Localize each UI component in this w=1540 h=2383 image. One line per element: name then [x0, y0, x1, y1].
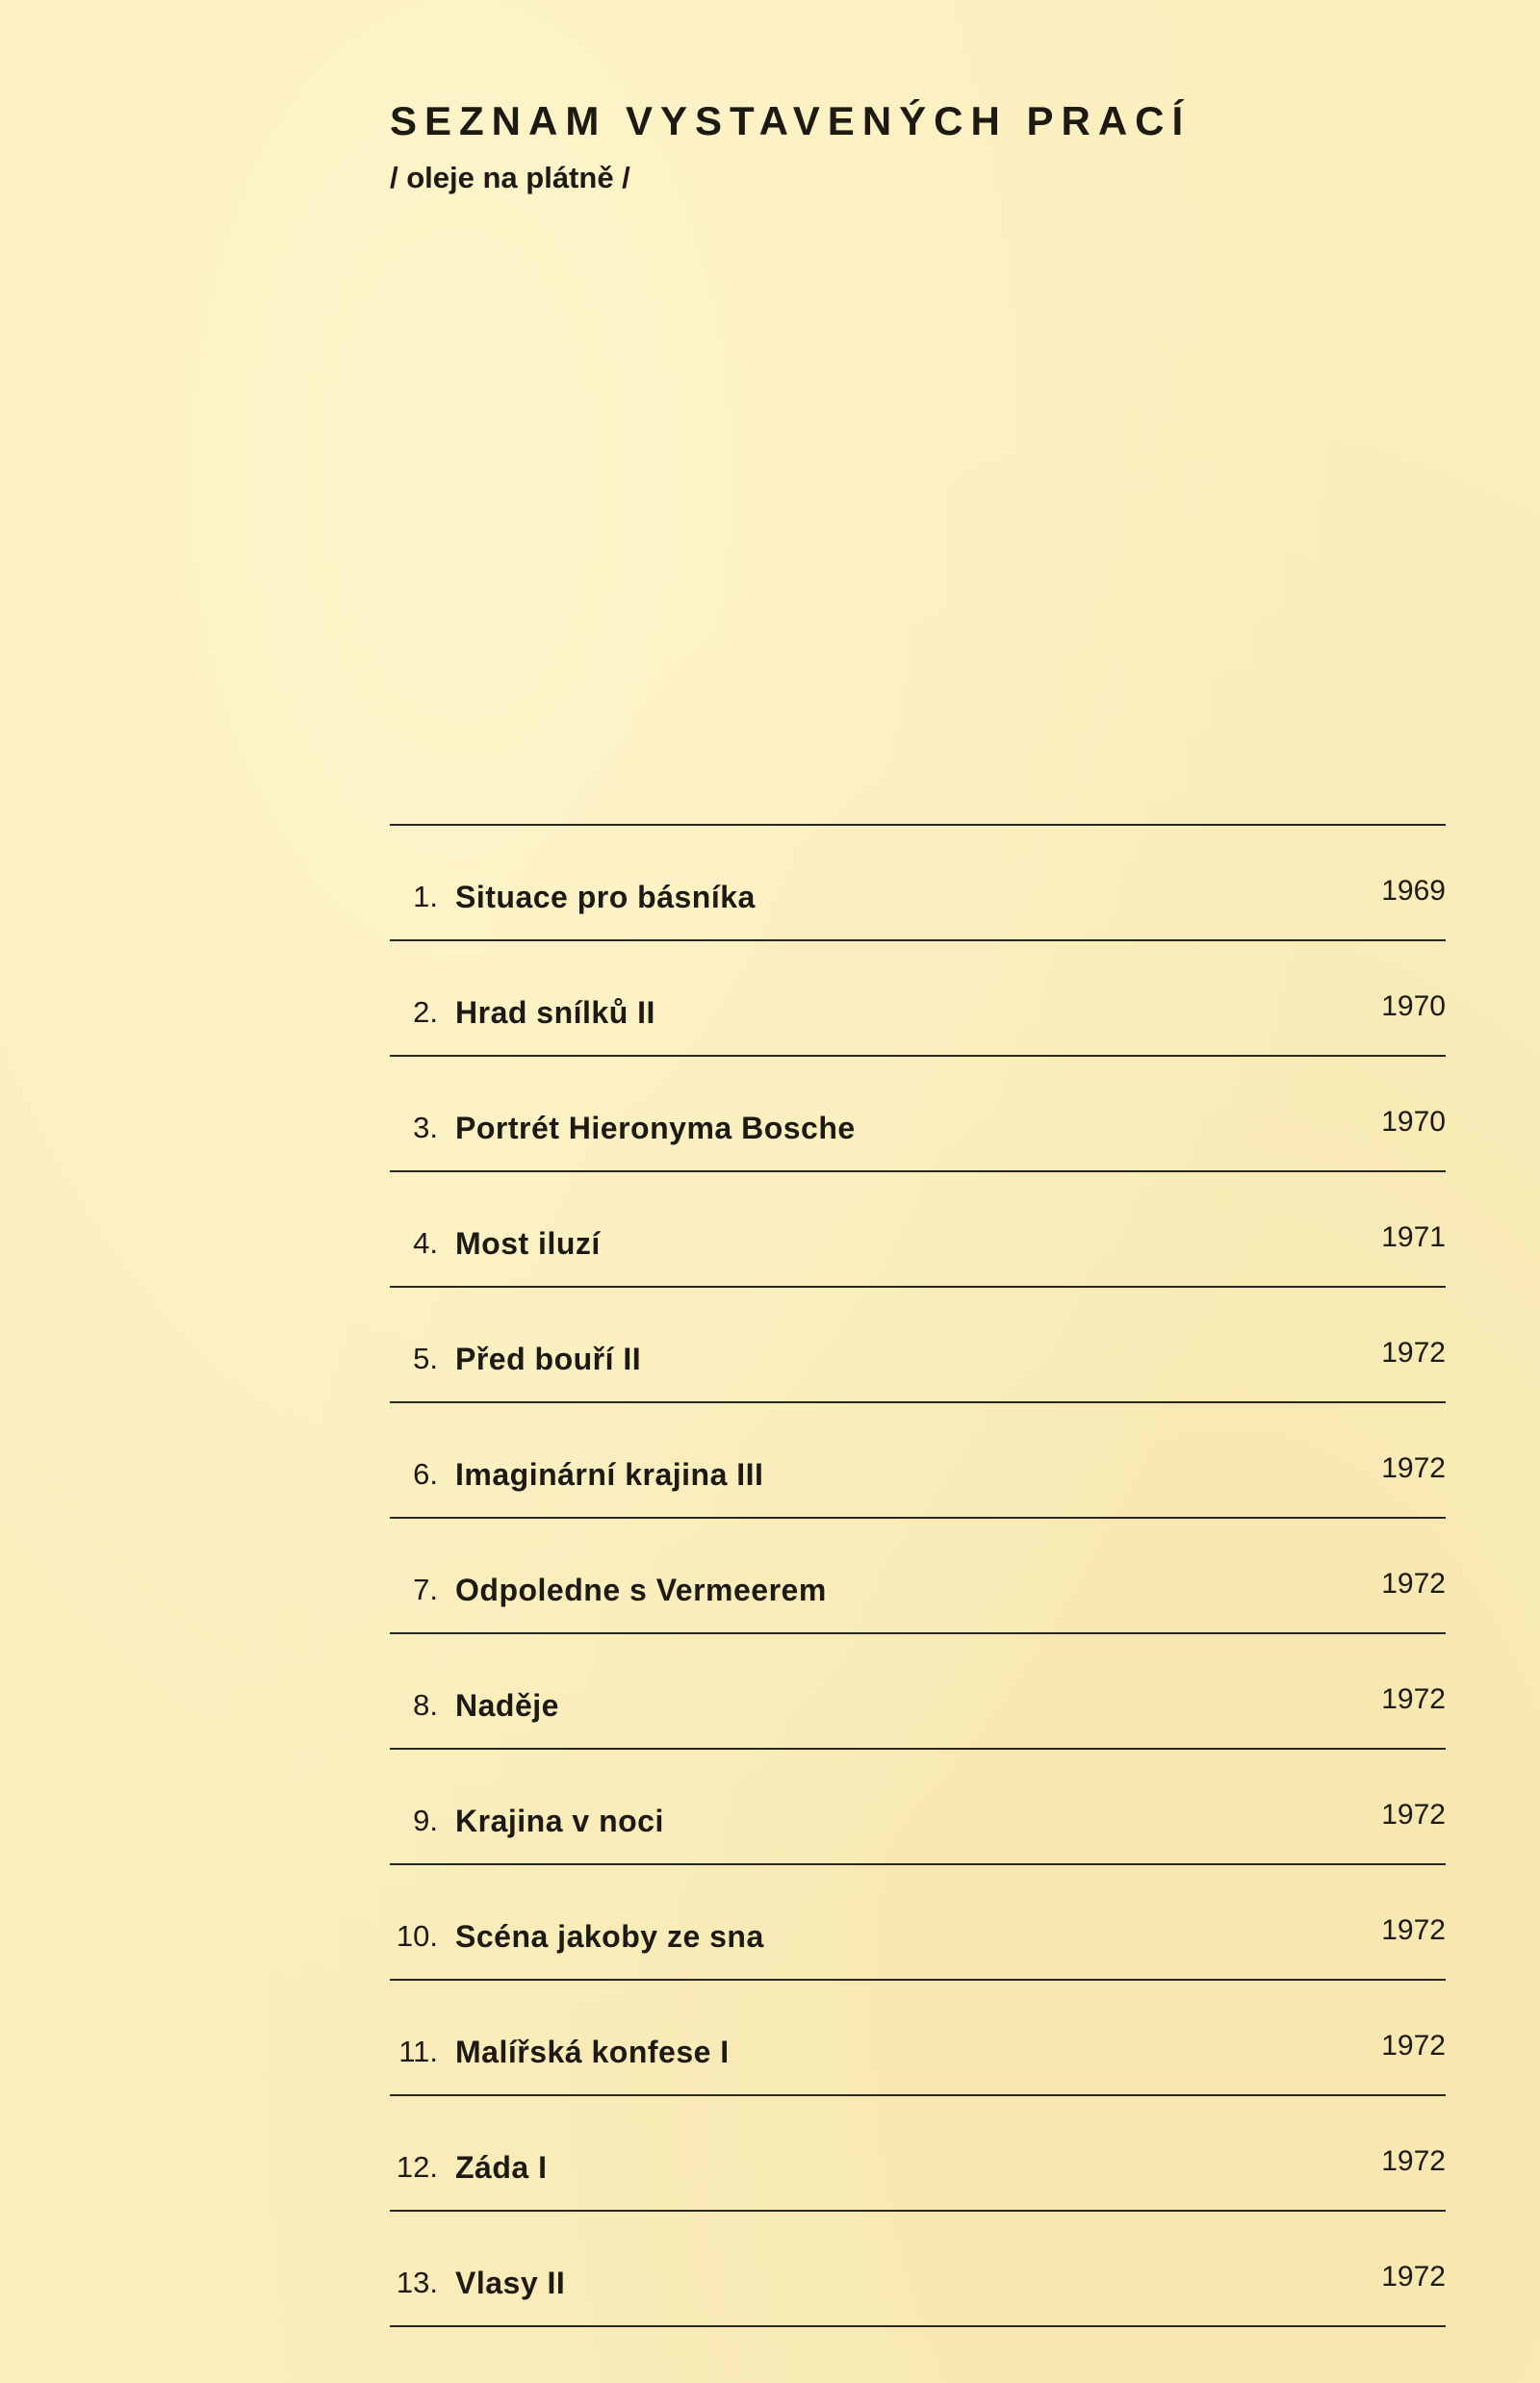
list-item — [390, 1865, 1446, 1981]
item-title: Záda I — [455, 2150, 548, 2185]
item-year: 1972 — [1381, 1799, 1446, 1831]
item-number: 12. — [396, 2150, 438, 2184]
item-year: 1972 — [1381, 1452, 1446, 1484]
list-item — [390, 2096, 1446, 2212]
list-item — [390, 1519, 1446, 1634]
item-title: Odpoledne s Vermeerem — [455, 1573, 827, 1607]
item-title: Scéna jakoby ze sna — [455, 1919, 764, 1954]
item-number: 9. — [413, 1804, 438, 1837]
list-item — [390, 1981, 1446, 2096]
item-year: 1972 — [1381, 1683, 1446, 1715]
item-year: 1972 — [1381, 2030, 1446, 2062]
item-title: Vlasy II — [455, 2266, 566, 2300]
item-title: Situace pro básníka — [455, 880, 756, 914]
item-number: 4. — [413, 1226, 438, 1260]
list-item — [390, 941, 1446, 1057]
page-subtitle: / oleje na plátně / — [390, 161, 630, 194]
item-number: 11. — [398, 2035, 438, 2068]
item-number: 10. — [396, 1919, 438, 1953]
item-year: 1970 — [1381, 1106, 1446, 1138]
item-title: Malířská konfese I — [455, 2035, 730, 2069]
item-year: 1972 — [1381, 2261, 1446, 2293]
list-item — [390, 2212, 1446, 2327]
item-title: Naděje — [455, 1688, 559, 1723]
item-year: 1972 — [1381, 1914, 1446, 1946]
item-title: Hrad snílků II — [455, 995, 655, 1030]
item-number: 13. — [396, 2266, 438, 2299]
list-item — [390, 1172, 1446, 1288]
item-number: 5. — [413, 1342, 438, 1375]
item-year: 1969 — [1381, 875, 1446, 907]
item-number: 1. — [413, 880, 438, 913]
item-number: 6. — [413, 1457, 438, 1491]
item-number: 7. — [413, 1573, 438, 1606]
works-list — [390, 824, 1446, 2327]
item-title: Krajina v noci — [455, 1804, 664, 1838]
item-title: Most iluzí — [455, 1226, 601, 1261]
item-year: 1970 — [1381, 990, 1446, 1022]
list-item — [390, 1403, 1446, 1519]
item-year: 1972 — [1381, 2145, 1446, 2177]
item-title: Portrét Hieronyma Bosche — [455, 1111, 856, 1145]
item-number: 2. — [413, 995, 438, 1029]
item-number: 8. — [413, 1688, 438, 1722]
page-title: SEZNAM VYSTAVENÝCH PRACÍ — [390, 98, 1192, 143]
item-year: 1972 — [1381, 1568, 1446, 1600]
list-item — [390, 826, 1446, 941]
list-item — [390, 1057, 1446, 1172]
item-title: Imaginární krajina III — [455, 1457, 764, 1492]
item-title: Před bouří II — [455, 1342, 642, 1376]
item-year: 1972 — [1381, 1337, 1446, 1369]
item-year: 1971 — [1381, 1221, 1446, 1253]
item-number: 3. — [413, 1111, 438, 1144]
list-item — [390, 1288, 1446, 1403]
list-item — [390, 1750, 1446, 1865]
list-item — [390, 1634, 1446, 1750]
